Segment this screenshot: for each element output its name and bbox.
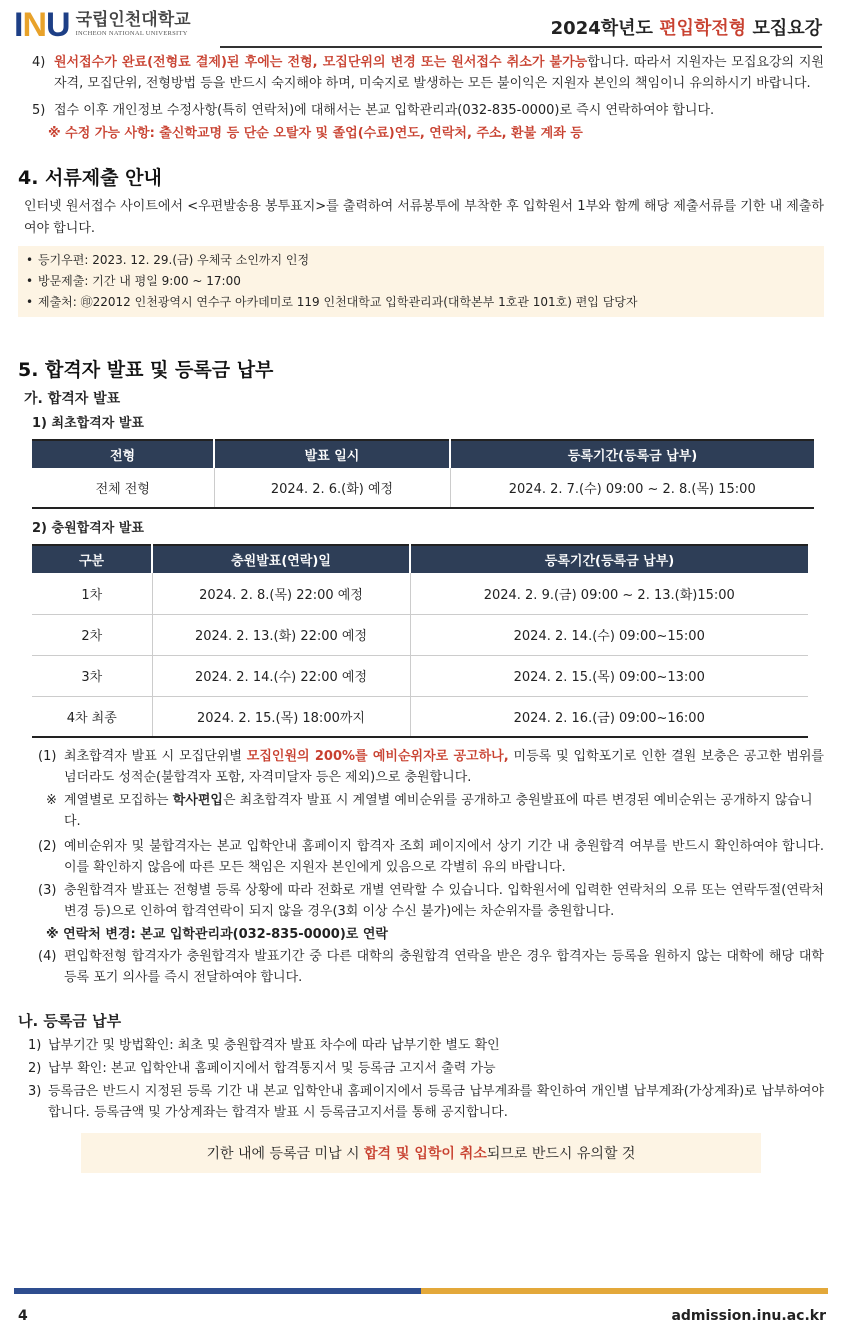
contact-change-note: ※ 연락처 변경: 본교 입학관리과(032-835-0000)로 연락 [46, 927, 388, 942]
note-4: (4) 편입학전형 합격자가 충원합격자 발표기간 중 다른 대학의 충원합격 연락을 받은 경우 합격자는 등록을 원하지 않는 대학에 해당 대학 등록 포기 의사를 즉시 전달하여야 합니다. [38, 949, 824, 985]
table-cell: 4차 최종 [32, 696, 152, 737]
page-header [14, 6, 822, 48]
submission-info-item: • 등기우편: 2023. 12. 29.(금) 우체국 소인까지 인정 [26, 250, 816, 271]
notice-item-5: 5) 접수 이후 개인정보 수정사항(특히 연락처)에 대해서는 본교 입학관리과(032-835-0000)로 즉시 연락하여야 합니다. [32, 103, 715, 118]
notice-item-4: 4) 원서접수가 완료(전형료 결제)된 후에는 전형, 모집단위의 변경 또는 원서접수 취소가 불가능합니다. 따라서 지원자는 모집요강의 지원자격, 모집단위, 전형방법 등을 반드시 숙지해야 하며, 미숙지로 발생하는 모든 불이익은 지원자 본인의 책임이니 유의하시기 바랍니다. [32, 55, 824, 91]
initial-admission-title: 1) 최초합격자 발표 [32, 416, 144, 431]
page-number: 4 [18, 1308, 28, 1324]
table-row [32, 696, 808, 737]
submission-info-box [18, 246, 824, 317]
submission-info-item: • 방문제출: 기간 내 평일 9:00 ~ 17:00 [26, 271, 816, 292]
admission-notes [18, 746, 824, 988]
page-content [18, 52, 824, 1173]
table-cell: 2024. 2. 16.(금) 09:00~16:00 [410, 696, 808, 737]
table-cell: 2024. 2. 9.(금) 09:00 ~ 2. 13.(화)15:00 [410, 573, 808, 614]
additional-admission-table [32, 544, 808, 738]
payment-item-2: 2) 납부 확인: 본교 입학안내 홈페이지에서 합격통지서 및 등록금 고지서 출력 가능 [28, 1061, 496, 1076]
note-2: (2) 예비순위자 및 불합격자는 본교 입학안내 홈페이지 합격자 조회 페이지에서 상기 기간 내 충원합격 여부를 반드시 확인하여야 합니다. 이를 확인하지 않음에 따른 모든 책임은 지원자 본인에게 있음으로 각별히 유의 바랍니다. [38, 839, 824, 875]
submission-info-item: • 제출처: ㊞22012 인천광역시 연수구 아카데미로 119 인천대학교 입학관리과(대학본부 1호관 101호) 편입 담당자 [26, 292, 816, 313]
table-cell: 전체 전형 [32, 468, 214, 508]
table-cell: 2024. 2. 15.(목) 18:00까지 [152, 696, 410, 737]
footer-bar [14, 1288, 828, 1294]
editable-items-note: ※ 수정 가능 사항: 출신학교명 등 단순 오탈자 및 졸업(수료)연도, 연락처, 주소, 환불 계좌 등 [48, 126, 583, 141]
logo-mark: INU [14, 6, 70, 44]
table-header: 발표 일시 [214, 440, 450, 468]
document-title: 2024학년도 편입학전형 모집요강 [550, 18, 822, 39]
table-header: 등록기간(등록금 납부) [410, 545, 808, 573]
table-cell: 2차 [32, 614, 152, 655]
table-cell: 2024. 2. 14.(수) 22:00 예정 [152, 655, 410, 696]
header-divider [220, 46, 822, 48]
section-4-title: 4. 서류제출 안내 [18, 167, 162, 189]
note-1: (1) 최초합격자 발표 시 모집단위별 모집인원의 200%를 예비순위자로 공고하나, 미등록 및 입학포기로 인한 결원 보충은 공고한 범위를 넘더라도 성적순(불합격자 포함, 자격미달자 등은 제외)으로 충원합니다. [38, 749, 824, 785]
payment-item-1: 1) 납부기간 및 방법확인: 최초 및 충원합격자 발표 차수에 따라 납부기한 별도 확인 [28, 1038, 500, 1053]
table-row [32, 468, 814, 508]
payment-item-3: 3) 등록금은 반드시 지정된 등록 기간 내 본교 입학안내 홈페이지에서 등록금 납부계좌를 확인하여 개인별 납부계좌(가상계좌)로 납부하여야 합니다. 등록금액 및 가상계좌는 합격자 발표 시 등록금고지서를 통해 공지합니다. [28, 1084, 824, 1120]
logo-korean-name: 국립인천대학교 [75, 10, 191, 31]
table-row [32, 573, 808, 614]
note-3: (3) 충원합격자 발표는 전형별 등록 상황에 따라 전화로 개별 연락할 수 있습니다. 입학원서에 입력한 연락처의 오류 또는 연락두절(연락처 변경 등)으로 인하여 합격연락이 되지 않을 경우(3회 이상 수신 불가)에는 차순위자를 충원합니다. [38, 883, 824, 919]
website-link[interactable]: admission.inu.ac.kr [671, 1308, 826, 1324]
subsection-a-title: 가. 합격자 발표 [24, 391, 121, 407]
table-header: 전형 [32, 440, 214, 468]
table-cell: 2024. 2. 8.(목) 22:00 예정 [152, 573, 410, 614]
table-cell: 2024. 2. 7.(수) 09:00 ~ 2. 8.(목) 15:00 [450, 468, 814, 508]
table-cell: 3차 [32, 655, 152, 696]
table-cell: 2024. 2. 6.(화) 예정 [214, 468, 450, 508]
section-4-description: 인터넷 원서접수 사이트에서 <우편발송용 봉투표지>를 출력하여 서류봉투에 부착한 후 입학원서 1부와 함께 해당 제출서류를 기한 내 제출하여야 합니다. [24, 199, 824, 236]
table-cell: 2024. 2. 14.(수) 09:00~15:00 [410, 614, 808, 655]
initial-admission-table [32, 439, 814, 509]
table-cell: 2024. 2. 15.(목) 09:00~13:00 [410, 655, 808, 696]
subsection-b-title: 나. 등록금 납부 [18, 1012, 122, 1030]
table-row [32, 614, 808, 655]
table-header: 등록기간(등록금 납부) [450, 440, 814, 468]
note-1-sub: ※ 계열별로 모집하는 학사편입은 최초합격자 발표 시 계열별 예비순위를 공개하고 충원발표에 따른 변경된 예비순위는 공개하지 않습니다. [46, 793, 813, 829]
university-logo [14, 8, 191, 42]
table-cell: 1차 [32, 573, 152, 614]
payment-warning-box: 기한 내에 등록금 미납 시 합격 및 입학이 취소되므로 반드시 유의할 것 [81, 1133, 761, 1173]
table-row [32, 655, 808, 696]
section-5-title: 5. 합격자 발표 및 등록금 납부 [18, 359, 274, 381]
additional-admission-title: 2) 충원합격자 발표 [32, 521, 144, 536]
table-cell: 2024. 2. 13.(화) 22:00 예정 [152, 614, 410, 655]
logo-english-name: INCHEON NATIONAL UNIVERSITY [75, 30, 188, 38]
table-header: 구분 [32, 545, 152, 573]
table-header: 충원발표(연락)일 [152, 545, 410, 573]
